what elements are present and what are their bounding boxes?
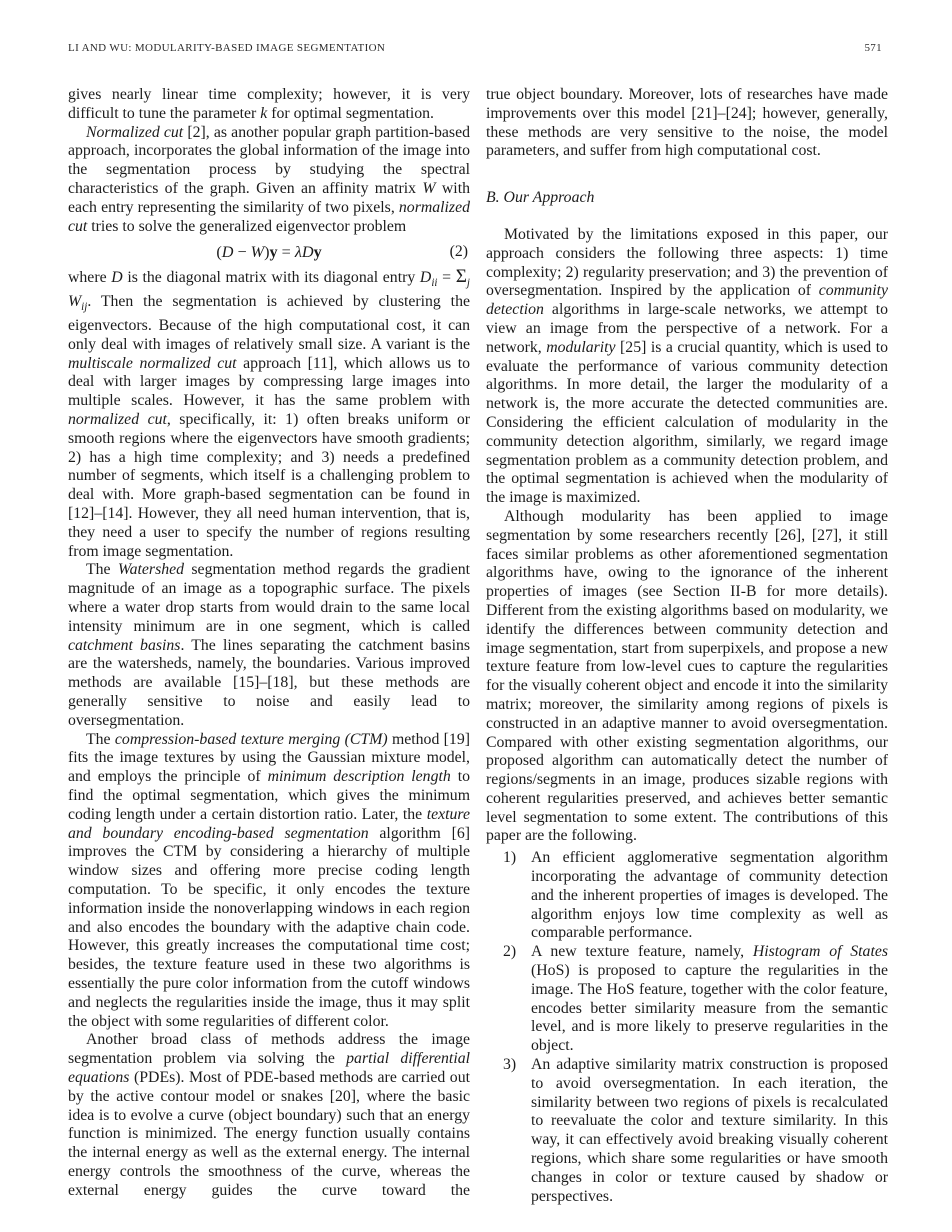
paragraph bbox=[68, 1031, 470, 1200]
text-segment: W bbox=[422, 179, 436, 197]
text-segment: Although modularity has been applied to image segmentation by some researchers recently [26], [27], it still faces similar problems as other aforementioned segmentation algorithms have, owing to the ignorance of the inherent properties of images (see Section II-B for more details). Different from the existing algorithms based on modularity, we identify the differences between community detection and image segmentation, start from superpixels, and propose a new texture feature from low-level cues to capture the regularities for the visually coherent object and encode it into the similarity matrix; moreover, the similarity among regions of pixels is constructed in an adaptive manner to avoid oversegmentation. Compared with other existing segmentation algorithms, our proposed algorithm can automatically detect the number of regions/segments in an image, produces sizable regions with coherent regularities preserved, and achieves better semantic level segmentation to some extent. The contributions of this paper are the following. bbox=[486, 507, 888, 845]
text-segment: [2], as another popular graph partition-based approach, incorporates the global information of the image into the segmentation process by studying the spectral characteristics of the graph. Given an affinity matrix bbox=[68, 123, 470, 197]
list-item bbox=[486, 1056, 888, 1206]
text-segment: (HoS) is proposed to capture the regularities in the image. The HoS feature, together with the color feature, encodes better similarity measure from the semantic level, and is more likely to preserve regularities in the object. bbox=[531, 962, 888, 1055]
text-segment: segmentation method regards the gradient magnitude of an image as a topographic surface. The pixels where a water drop starts from would drain to the same local intensity minimum are in one segment, which is called bbox=[68, 561, 470, 635]
text-segment: true object boundary. Moreover, lots of researches have made improvements over this model [21]–[24]; however, generally, these methods are very sensitive to the noise, the model parameters, and suffer from high computational cost. bbox=[486, 86, 888, 160]
text-segment: method [19] fits the image textures by using the Gaussian mixture model, and employs the principle of bbox=[68, 730, 470, 786]
text-segment: (PDEs). Most of PDE-based methods are carried out by the active contour model or snakes [20], where the basic idea is to evolve a curve (object boundary) such that an energy function is minimized. The energy function usually contains the internal energy as well as the external energy. The internal energy controls the smoothness of the curve, whereas the external energy guides the curve toward the bbox=[68, 1068, 470, 1199]
equation-body bbox=[68, 243, 470, 262]
text-segment: Another broad class of methods address the image segmentation problem via solving the bbox=[68, 1031, 470, 1068]
list-item-number: 1) bbox=[503, 849, 517, 867]
text-segment: algorithms in large-scale networks, we attempt to view an image from the perspective of a network. For a network, bbox=[486, 301, 888, 356]
text-segment: j bbox=[466, 277, 470, 290]
text-segment: [25] is a crucial quantity, which is used to evaluate the performance of various community detection algorithms. In more detail, the larger the modularity of a network is, the more accurate the detected communities are. Considering the efficient calculation of modularity in the community detection algorithm, similarly, we regard image segmentation problem as a community detection problem, and the optimal segmentation is achieved when the modularity of the image is maximized. bbox=[486, 338, 888, 507]
text-segment: − bbox=[233, 243, 251, 262]
text-segment: tries to solve the generalized eigenvector problem bbox=[87, 217, 407, 235]
running-header bbox=[68, 42, 882, 54]
text-segment: with each entry representing the similarity of two pixels, bbox=[68, 179, 470, 216]
section-heading: B. Our Approach bbox=[486, 189, 595, 207]
right-column bbox=[486, 86, 888, 1206]
text-segment: . Then the segmentation is achieved by clustering the eigenvectors. Because of the high computational cost, it can only deal with images of relatively small size. A variant is the bbox=[68, 293, 470, 353]
text-segment: partial differential equations bbox=[68, 1050, 470, 1086]
text-segment: Histogram of States bbox=[752, 943, 888, 961]
text-segment: Σ bbox=[455, 266, 467, 288]
equation bbox=[68, 243, 470, 262]
text-segment: modularity bbox=[546, 338, 616, 356]
paragraph bbox=[68, 731, 470, 1032]
equation-number: (2) bbox=[449, 243, 468, 261]
text-segment: catchment basins bbox=[68, 636, 181, 654]
text-segment: W bbox=[68, 293, 82, 311]
text-segment: k bbox=[260, 104, 268, 122]
text-segment: ij bbox=[81, 301, 88, 314]
list-item bbox=[486, 943, 888, 1056]
paragraph bbox=[486, 86, 888, 161]
page-number: 571 bbox=[864, 42, 882, 54]
list-item-number: 3) bbox=[503, 1056, 517, 1074]
text-segment: algorithm [6] improves the CTM by considering a hierarchy of multiple window sizes and offering more precise coding length computation. To be specific, it only encodes the texture information inside the nonoverlapping windows in each region and also encodes the boundary with the adaptive chain code. However, this greatly increases the computational time cost; besides, the texture feature used in these two algorithms is essentially the pure color information from the cutoff windows and neglects the regularities inside the image, thus it may split the object with some regularities of different color. bbox=[68, 824, 470, 1030]
text-segment: D bbox=[419, 269, 432, 287]
text-segment: approach [11], which allows us to deal with larger images by compressing large images into multiple scales. However, it has the same problem with bbox=[68, 354, 470, 410]
two-column-body bbox=[68, 86, 888, 1206]
paragraph bbox=[68, 268, 470, 561]
text-segment: Normalized cut bbox=[86, 123, 184, 141]
text-segment: ii bbox=[431, 277, 438, 290]
text-segment: , specifically, it: 1) often breaks uniform or smooth regions where the eigenvectors have smooth gradients; 2) has a high time complexity; and 3) needs a predefined number of segments, which itself is a challenging problem to deal with. More graph-based segmentation can be found in [12]–[14]. However, they all need human intervention, that is, they need a user to specify the number of regions resulting from image segmentation. bbox=[68, 411, 470, 560]
text-segment: texture and boundary encoding-based segmentation bbox=[68, 805, 470, 842]
text-segment: community detection bbox=[486, 282, 888, 319]
paragraph bbox=[68, 86, 470, 124]
text-segment: ( bbox=[216, 243, 222, 262]
text-segment: compression-based texture merging (CTM) bbox=[114, 730, 388, 748]
text-segment: D bbox=[111, 269, 123, 287]
text-segment: ) bbox=[264, 243, 270, 262]
paragraph bbox=[486, 226, 888, 508]
text-segment: is the diagonal matrix with its diagonal entry bbox=[122, 269, 420, 287]
text-segment: W bbox=[250, 243, 265, 262]
left-column bbox=[68, 86, 470, 1206]
text-segment: The bbox=[86, 730, 115, 748]
text-segment: normalized cut bbox=[68, 198, 470, 235]
paragraph bbox=[68, 124, 470, 237]
text-segment: y bbox=[269, 243, 278, 262]
list-item-number: 2) bbox=[503, 943, 517, 961]
text-segment: A new texture feature, namely, bbox=[531, 943, 753, 961]
list-item bbox=[486, 849, 888, 943]
text-segment: An efficient agglomerative segmentation algorithm incorporating the advantage of community detection and the inherent properties of images is developed. The algorithm enjoys low time complexity as well as comparable performance. bbox=[531, 849, 888, 942]
text-segment: to find the optimal segmentation, which gives the minimum coding length under a certain distortion ratio. Later, the bbox=[68, 768, 470, 823]
text-segment: where bbox=[68, 269, 112, 287]
text-segment: gives nearly linear time complexity; however, it is very difficult to tune the parameter bbox=[68, 86, 470, 122]
text-segment: for optimal segmentation. bbox=[267, 104, 435, 122]
text-segment: multiscale normalized cut bbox=[68, 354, 237, 372]
running-title: LI AND WU: MODULARITY-BASED IMAGE SEGMENTATION bbox=[68, 42, 386, 54]
text-segment: λD bbox=[294, 243, 314, 262]
text-segment: minimum description length bbox=[267, 768, 451, 786]
text-segment: D bbox=[221, 243, 234, 262]
text-segment: Watershed bbox=[117, 561, 185, 579]
text-segment: = bbox=[437, 269, 456, 287]
text-segment: y bbox=[313, 243, 322, 262]
text-segment: . The lines separating the catchment basins are the watersheds, namely, the boundaries. Various improved methods are available [15]–[18], but these methods are generally sensitive to noise and easily lead to oversegmentation. bbox=[68, 636, 470, 729]
paragraph bbox=[68, 561, 470, 730]
text-segment: The bbox=[86, 561, 118, 579]
text-segment: An adaptive similarity matrix construction is proposed to avoid oversegmentation. In each iteration, the similarity between two regions of pixels is recalculated to reevaluate the color and texture similarity. In this way, it can effectively avoid breaking visually coherent regions, which share some regularities or have smooth changes in color or texture caused by shadow or perspectives. bbox=[531, 1056, 888, 1205]
text-segment: = bbox=[277, 243, 295, 262]
numbered-list bbox=[486, 849, 888, 1206]
text-segment: normalized cut bbox=[68, 411, 167, 429]
paragraph bbox=[486, 508, 888, 846]
text-segment: Motivated by the limitations exposed in this paper, our approach considers the following three aspects: 1) time complexity; 2) regularity preservation; and 3) the prevention of oversegmentation. Inspired by the application of bbox=[486, 225, 888, 300]
